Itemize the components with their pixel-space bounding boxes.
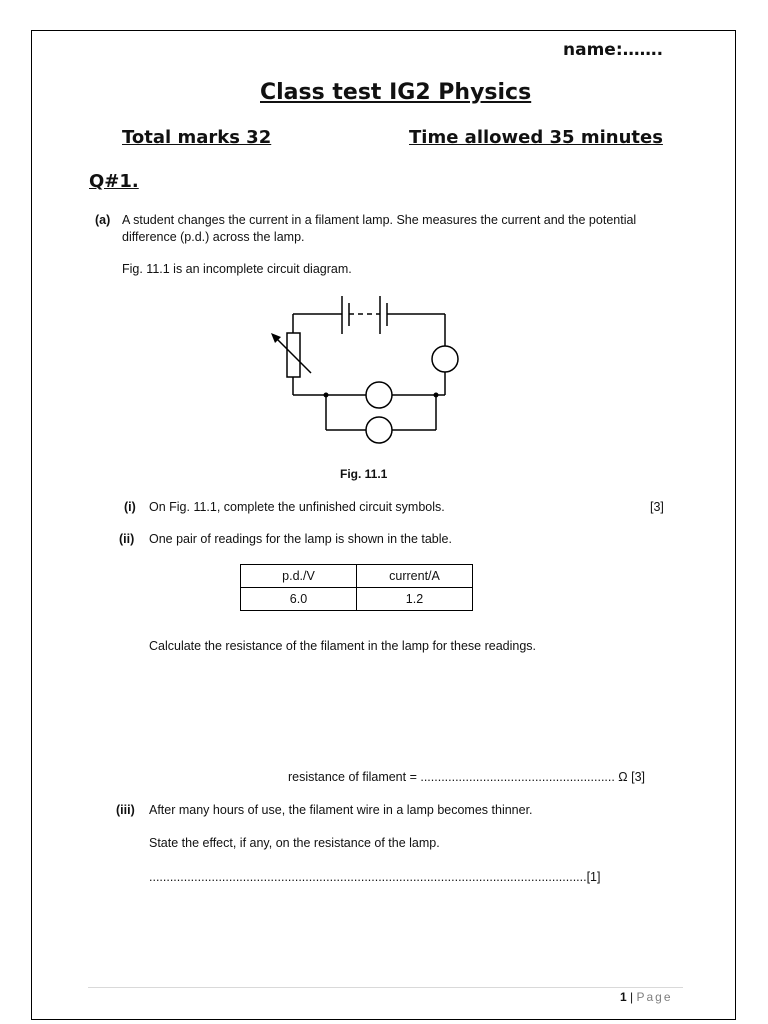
student-name-field: name:……. <box>563 40 664 60</box>
figure-caption: Fig. 11.1 <box>340 467 388 481</box>
part-a-label: (a) <box>95 213 111 227</box>
footer-divider <box>88 987 683 988</box>
meter-circle <box>432 346 458 372</box>
part-iii-label: (iii) <box>116 803 135 817</box>
test-title: Class test IG2 Physics <box>260 80 532 105</box>
readings-table <box>240 564 473 611</box>
junction-dot <box>324 393 329 398</box>
state-effect-prompt: State the effect, if any, on the resistance of the lamp. <box>149 836 440 850</box>
time-allowed: Time allowed 35 minutes <box>409 127 663 148</box>
part-ii-text: One pair of readings for the lamp is shown in the table. <box>149 532 452 546</box>
calculation-prompt: Calculate the resistance of the filament in the lamp for these readings. <box>149 639 537 653</box>
page-footer <box>620 990 673 1004</box>
table-header-current: current/A <box>357 565 473 588</box>
total-marks: Total marks 32 <box>122 127 272 148</box>
table-row <box>241 588 473 611</box>
page-word: Page <box>636 990 673 1004</box>
lamp-circle <box>366 417 392 443</box>
part-a-text: A student changes the current in a filament lamp. She measures the current and the potential difference (p.d.) across the lamp. <box>122 213 637 244</box>
table-header-pd: p.d./V <box>241 565 357 588</box>
circuit-diagram <box>255 285 475 455</box>
part-i-text: On Fig. 11.1, complete the unfinished circuit symbols. <box>149 500 445 514</box>
table-header-row <box>241 565 473 588</box>
footer-separator: | <box>626 990 637 1004</box>
resistance-answer-line[interactable]: resistance of filament = ........................................................ Ω [3] <box>288 770 646 784</box>
figure-intro: Fig. 11.1 is an incomplete circuit diagram. <box>122 262 352 276</box>
part-ii-label: (ii) <box>119 532 135 546</box>
table-cell-pd: 6.0 <box>241 588 357 611</box>
meter-circle <box>366 382 392 408</box>
question-number: Q#1. <box>89 171 139 192</box>
table-cell-current: 1.2 <box>357 588 473 611</box>
part-iii-text: After many hours of use, the filament wire in a lamp becomes thinner. <box>149 803 533 817</box>
state-effect-answer-line[interactable]: ..............................................................................................................................[1] <box>149 870 601 884</box>
junction-dot <box>434 393 439 398</box>
variable-resistor-arrow <box>275 337 311 373</box>
part-i-marks: [3] <box>650 500 664 514</box>
part-i-label: (i) <box>124 500 136 514</box>
page-number: 1 <box>620 990 627 1004</box>
